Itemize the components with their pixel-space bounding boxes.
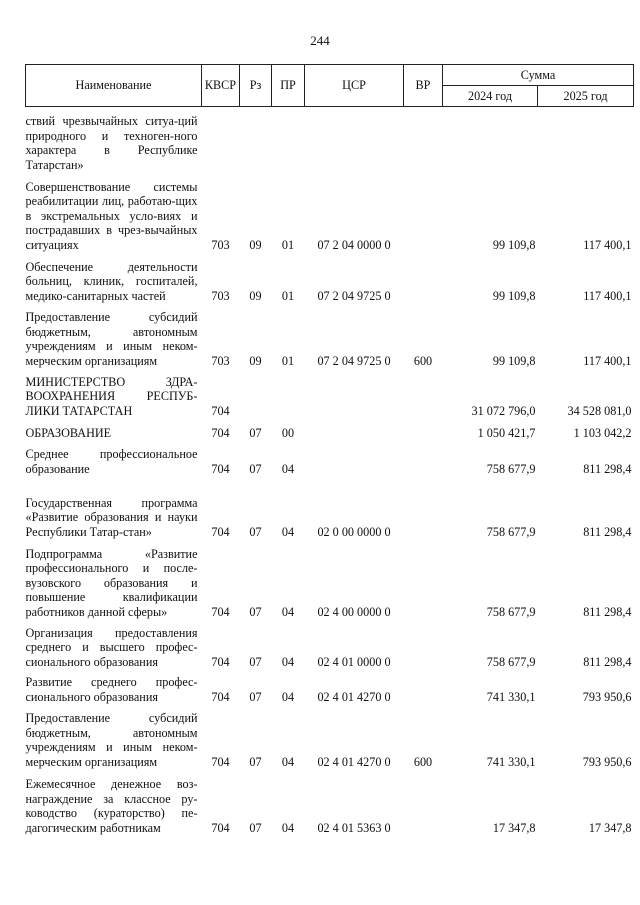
header-vr: ВР bbox=[404, 65, 443, 107]
header-2024: 2024 год bbox=[443, 86, 538, 107]
cell-2025 bbox=[538, 107, 634, 176]
cell-2024: 758 677,9 bbox=[486, 604, 536, 619]
cell-rz bbox=[240, 107, 272, 176]
cell-vr bbox=[404, 256, 443, 307]
cell-kvsr: 704 bbox=[211, 461, 230, 476]
cell-name: Подпрограмма «Развитие профессионального и после-вузовского образования и повышение квалификации работников данной сферы» bbox=[25, 546, 198, 619]
cell-2025: 811 298,4 bbox=[583, 604, 632, 619]
table-row bbox=[26, 480, 634, 543]
cell-vr bbox=[404, 422, 443, 444]
cell-2024: 741 330,1 bbox=[486, 754, 536, 769]
cell-rz: 07 bbox=[249, 604, 262, 619]
cell-kvsr: 704 bbox=[211, 403, 230, 418]
cell-vr bbox=[404, 480, 443, 543]
table-row bbox=[26, 444, 634, 480]
cell-2024: 99 109,8 bbox=[492, 353, 536, 368]
cell-2025: 793 950,6 bbox=[582, 689, 632, 704]
cell-kvsr: 703 bbox=[211, 288, 230, 303]
cell-kvsr: 703 bbox=[211, 353, 230, 368]
cell-2025: 34 528 081,0 bbox=[567, 403, 632, 418]
cell-2025: 17 347,8 bbox=[588, 820, 632, 835]
cell-2024: 758 677,9 bbox=[486, 654, 536, 669]
table-row bbox=[26, 708, 634, 773]
cell-2025: 811 298,4 bbox=[583, 654, 632, 669]
cell-vr bbox=[404, 623, 443, 673]
cell-rz: 07 bbox=[249, 524, 262, 539]
cell-kvsr: 704 bbox=[211, 754, 230, 769]
cell-rz: 07 bbox=[249, 425, 262, 440]
cell-2025: 811 298,4 bbox=[583, 461, 632, 476]
cell-2024: 17 347,8 bbox=[492, 820, 536, 835]
cell-name: Ежемесячное денежное воз-награждение за классное ру-ководство (кураторство) пе-дагогическим работникам bbox=[25, 777, 198, 835]
header-name: Наименование bbox=[26, 65, 202, 107]
cell-2025: 117 400,1 bbox=[583, 237, 632, 252]
cell-rz: 07 bbox=[249, 654, 262, 669]
budget-table bbox=[25, 64, 634, 839]
cell-kvsr: 704 bbox=[211, 425, 230, 440]
table-body bbox=[26, 107, 634, 839]
cell-kvsr: 703 bbox=[211, 237, 230, 252]
cell-csr: 02 0 00 0000 0 bbox=[317, 524, 391, 539]
cell-vr bbox=[404, 673, 443, 708]
cell-vr: 600 bbox=[413, 754, 433, 769]
cell-name: Предоставление субсидий бюджетным, автономным учреждениям и иным неком-мерческим организациям bbox=[25, 711, 198, 769]
cell-rz: 07 bbox=[249, 461, 262, 476]
header-2025: 2025 год bbox=[538, 86, 634, 107]
cell-name: Обеспечение деятельности больниц, клиник, госпиталей, медико-санитарных частей bbox=[25, 259, 198, 303]
cell-csr bbox=[305, 444, 404, 480]
cell-name: Развитие среднего профес-сионального образования bbox=[25, 675, 198, 704]
cell-pr: 04 bbox=[281, 654, 295, 669]
cell-csr: 02 4 00 0000 0 bbox=[317, 604, 391, 619]
cell-pr: 01 bbox=[281, 237, 295, 252]
cell-csr bbox=[305, 107, 404, 176]
cell-vr bbox=[404, 372, 443, 422]
page-number: 244 bbox=[310, 33, 330, 48]
cell-name: Совершенствование системы реабилитации лиц, работаю-щих в экстремальных усло-виях и пострадавших в чрез-вычайных ситуациях bbox=[25, 179, 198, 252]
header-kvsr: КВСР bbox=[202, 65, 240, 107]
cell-kvsr: 704 bbox=[211, 820, 230, 835]
cell-pr bbox=[272, 107, 305, 176]
cell-2024: 31 072 796,0 bbox=[471, 403, 536, 418]
cell-name: Среднее профессиональное образование bbox=[25, 447, 198, 476]
cell-vr bbox=[404, 773, 443, 839]
cell-csr: 07 2 04 9725 0 bbox=[317, 288, 391, 303]
cell-csr bbox=[305, 372, 404, 422]
cell-pr: 04 bbox=[281, 754, 295, 769]
table-row bbox=[26, 623, 634, 673]
cell-csr: 02 4 01 4270 0 bbox=[317, 689, 391, 704]
table-row bbox=[26, 256, 634, 307]
cell-name: Государственная программа «Развитие образования и науки Республики Татар-стан» bbox=[25, 495, 198, 539]
header-csr: ЦСР bbox=[305, 65, 404, 107]
table-row bbox=[26, 307, 634, 372]
cell-vr bbox=[404, 543, 443, 623]
cell-csr: 02 4 01 0000 0 bbox=[317, 654, 391, 669]
cell-2025: 811 298,4 bbox=[583, 524, 632, 539]
table-row bbox=[26, 422, 634, 444]
cell-vr: 600 bbox=[413, 353, 433, 368]
cell-pr: 04 bbox=[281, 524, 295, 539]
cell-2025: 793 950,6 bbox=[582, 754, 632, 769]
cell-2024: 758 677,9 bbox=[486, 461, 536, 476]
cell-csr: 07 2 04 9725 0 bbox=[317, 353, 391, 368]
table-row bbox=[26, 773, 634, 839]
cell-name: МИНИСТЕРСТВО ЗДРА-ВООХРАНЕНИЯ РЕСПУБ-ЛИКИ ТАТАРСТАН bbox=[25, 374, 198, 418]
cell-pr bbox=[272, 372, 305, 422]
cell-vr bbox=[404, 107, 443, 176]
cell-name: Организация предоставления среднего и высшего профес-сионального образования bbox=[25, 625, 198, 669]
cell-2025: 1 103 042,2 bbox=[573, 425, 632, 440]
cell-rz: 09 bbox=[249, 288, 262, 303]
cell-name: ствий чрезвычайных ситуа-ций природного и техноген-ного характера в Республике Татарстан» bbox=[25, 114, 198, 172]
cell-2024: 741 330,1 bbox=[486, 689, 536, 704]
cell-csr: 02 4 01 5363 0 bbox=[317, 820, 391, 835]
cell-name: ОБРАЗОВАНИЕ bbox=[25, 425, 112, 440]
cell-pr: 01 bbox=[281, 288, 295, 303]
table-row bbox=[26, 673, 634, 708]
cell-rz: 07 bbox=[249, 820, 262, 835]
header-pr: ПР bbox=[272, 65, 305, 107]
cell-vr bbox=[404, 444, 443, 480]
cell-csr: 02 4 01 4270 0 bbox=[317, 754, 391, 769]
cell-rz: 09 bbox=[249, 237, 262, 252]
cell-vr bbox=[404, 176, 443, 256]
cell-2024: 1 050 421,7 bbox=[477, 425, 536, 440]
table-row bbox=[26, 107, 634, 176]
cell-kvsr: 704 bbox=[211, 654, 230, 669]
cell-2024: 99 109,8 bbox=[492, 288, 536, 303]
cell-kvsr: 704 bbox=[211, 524, 230, 539]
cell-pr: 04 bbox=[281, 461, 295, 476]
cell-2025: 117 400,1 bbox=[583, 288, 632, 303]
table-row bbox=[26, 543, 634, 623]
cell-pr: 04 bbox=[281, 689, 295, 704]
cell-pr: 00 bbox=[281, 425, 295, 440]
table-row bbox=[26, 176, 634, 256]
cell-kvsr: 704 bbox=[211, 689, 230, 704]
cell-2025: 117 400,1 bbox=[583, 353, 632, 368]
cell-pr: 01 bbox=[281, 353, 295, 368]
cell-pr: 04 bbox=[281, 820, 295, 835]
header-rz: Рз bbox=[240, 65, 272, 107]
cell-2024: 758 677,9 bbox=[486, 524, 536, 539]
cell-csr: 07 2 04 0000 0 bbox=[317, 237, 391, 252]
cell-name: Предоставление субсидий бюджетным, автономным учреждениям и иным неком-мерческим организациям bbox=[25, 310, 198, 368]
cell-2024 bbox=[443, 107, 538, 176]
header-sum: Сумма bbox=[443, 65, 634, 86]
cell-rz: 07 bbox=[249, 754, 262, 769]
cell-2024: 99 109,8 bbox=[492, 237, 536, 252]
cell-kvsr: 704 bbox=[211, 604, 230, 619]
table-row bbox=[26, 372, 634, 422]
cell-rz bbox=[240, 372, 272, 422]
cell-rz: 07 bbox=[249, 689, 262, 704]
cell-rz: 09 bbox=[249, 353, 262, 368]
cell-kvsr bbox=[202, 107, 240, 176]
cell-pr: 04 bbox=[281, 604, 295, 619]
cell-csr bbox=[305, 422, 404, 444]
